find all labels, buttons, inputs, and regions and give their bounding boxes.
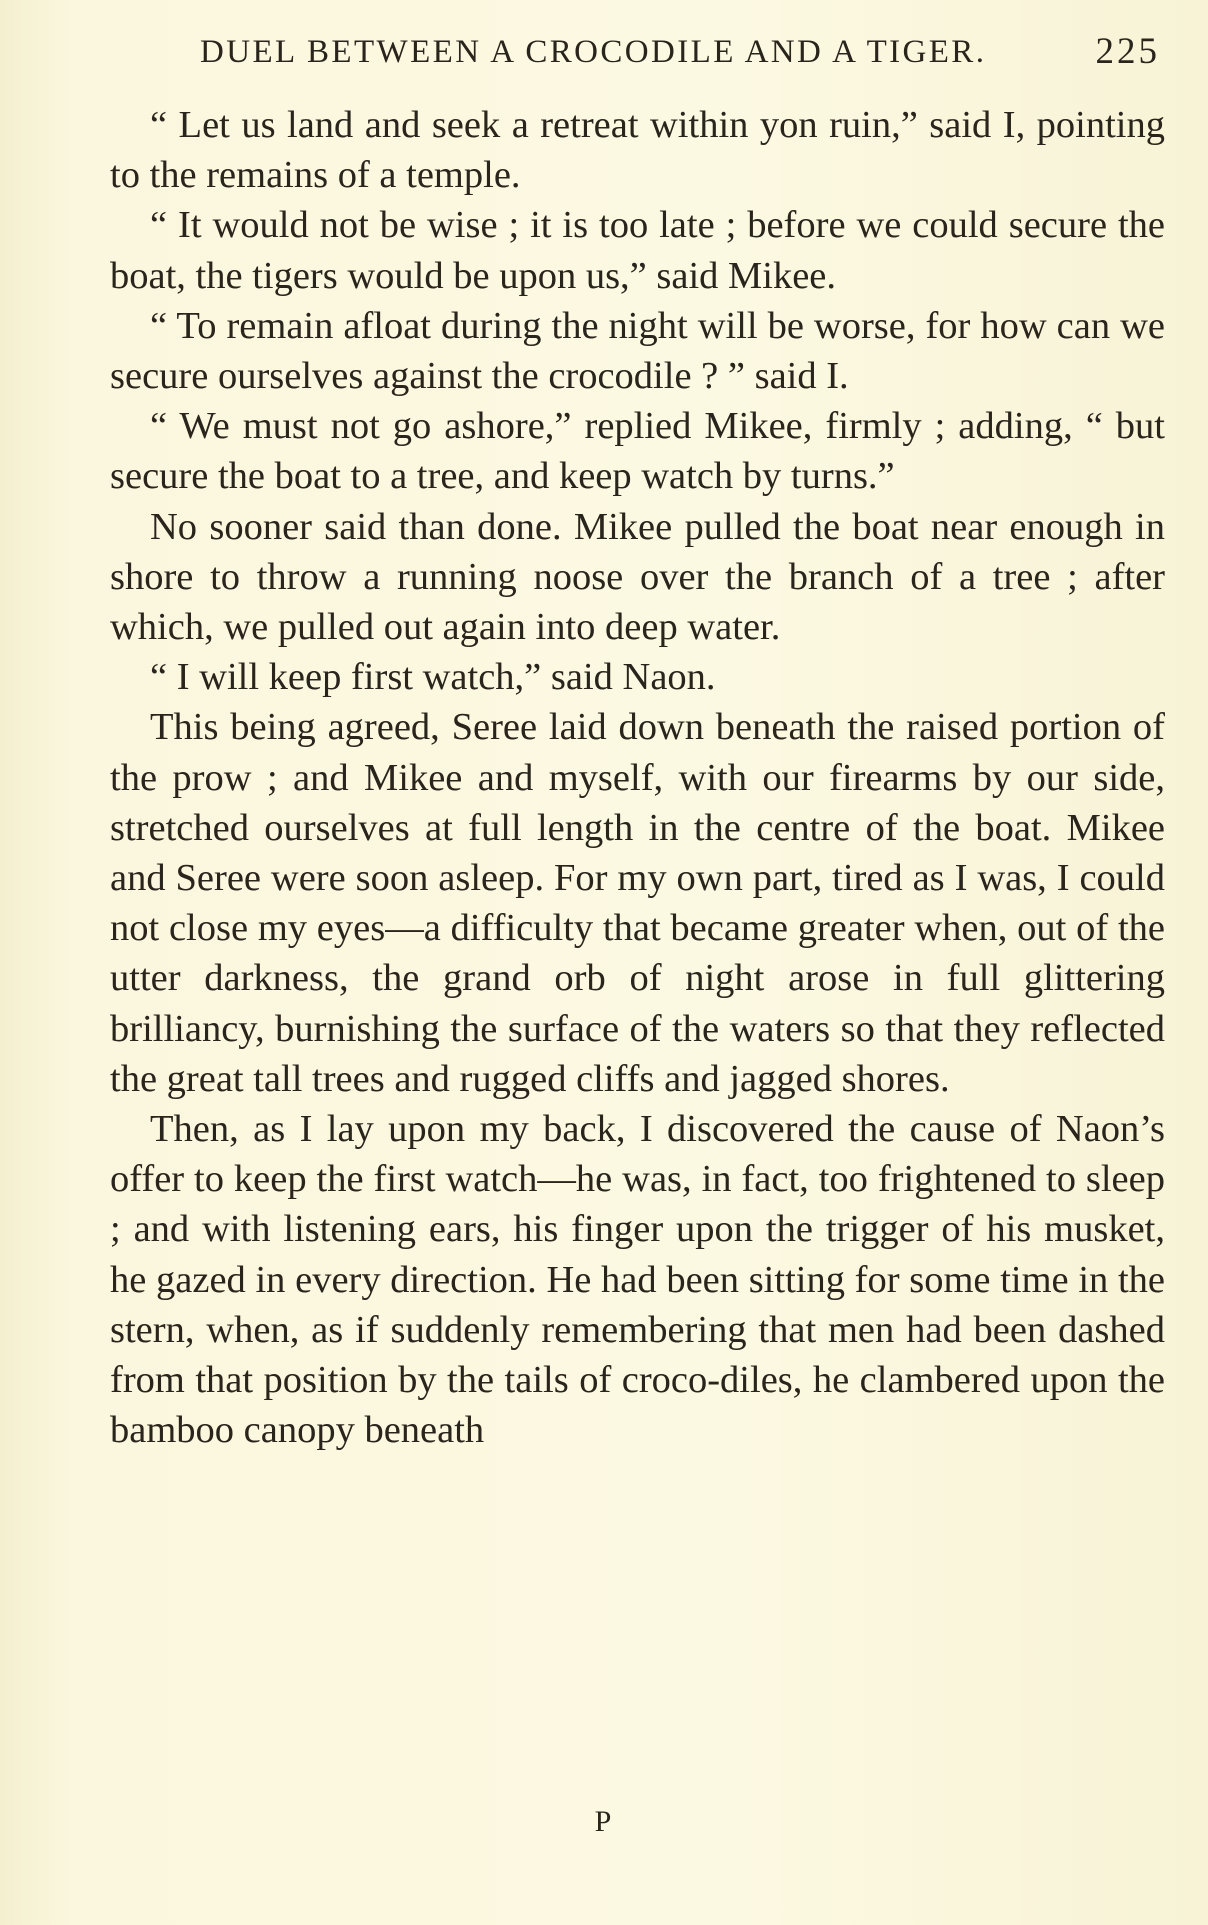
signature-mark: P	[594, 1805, 614, 1838]
paragraph: “ We must not go ashore,” replied Mikee, firmly ; adding, “ but secure the boat to a tree, and keep watch by turns.”	[110, 405, 1165, 498]
paragraph: This being agreed, Seree laid down beneath the raised portion of the prow ; and Mikee and myself, with our firearms by our side, stretched ourselves at full length in the centre of the boat. Mikee and Seree were soon asleep. For my own part, tired as I was, I could not close my eyes—a difficulty that became greater when, out of the utter darkness, the grand orb of night arose in full glittering brilliancy, burnishing the surface of the waters so that they reflected the great tall trees and rugged cliffs and jagged shores.	[110, 706, 1165, 1100]
page-number: 225	[1095, 31, 1160, 72]
paragraph: Then, as I lay upon my back, I discovered the cause of Naon’s offer to keep the first watch—he was, in fact, too frightened to sleep ; and with listening ears, his finger upon the trigger of his musket, he gazed in every direction. He had been sitting for some time in the stern, when, as if suddenly remembering that men had been dashed from that position by the tails of croco-diles, he clambered upon the bamboo canopy beneath	[110, 1108, 1165, 1452]
paragraph: “ It would not be wise ; it is too late ; before we could secure the boat, the tigers would be upon us,” said Mikee.	[110, 204, 1165, 297]
running-head	[200, 22, 1160, 82]
paragraph: “ Let us land and seek a retreat within yon ruin,” said I, pointing to the remains of a temple.	[110, 104, 1165, 197]
paragraph: “ To remain afloat during the night will be worse, for how can we secure ourselves against the crocodile ? ” said I.	[110, 304, 1165, 398]
running-head-title: DUEL BETWEEN A CROCODILE AND A TIGER.	[200, 34, 987, 70]
paragraph: No sooner said than done. Mikee pulled the boat near enough in shore to throw a running noose over the branch of a tree ; after which, we pulled out again into deep water.	[110, 505, 1165, 649]
body-text	[110, 100, 1165, 1455]
paragraph: “ I will keep first watch,” said Naon.	[150, 656, 716, 699]
